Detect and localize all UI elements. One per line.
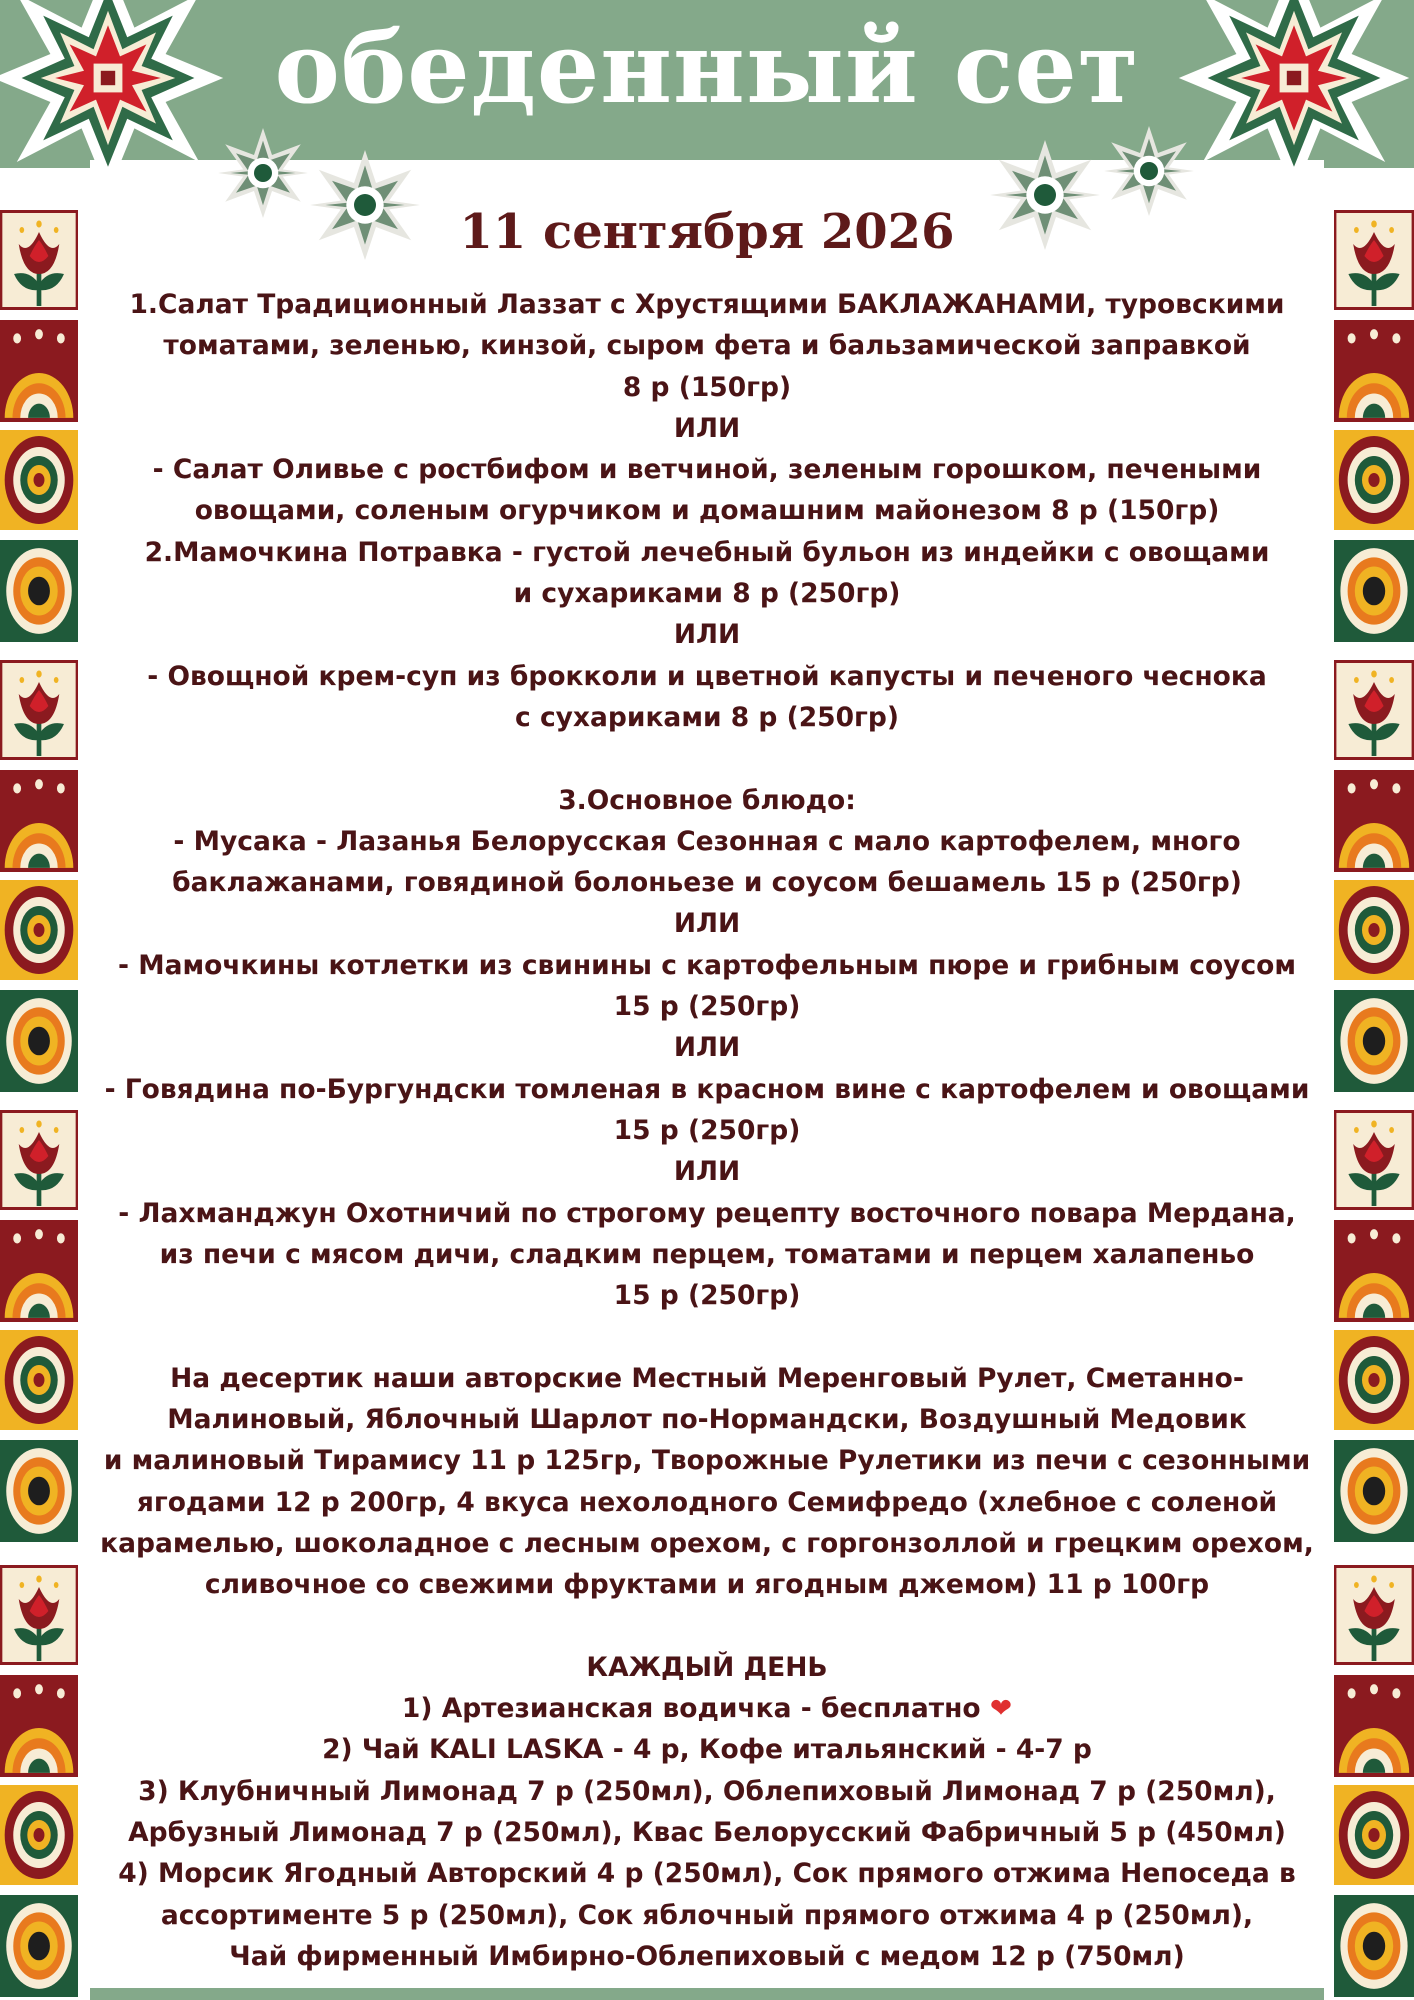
small-star-icon — [218, 128, 308, 218]
course3-option4-price: 15 р (250гр) — [613, 1280, 801, 1312]
eye-tile-icon — [1334, 990, 1414, 1092]
course3-option1-line: баклажанами, говядиной болоньезе и соусом бешамель 15 р (250гр) — [172, 867, 1242, 899]
eye-tile-icon — [0, 1440, 78, 1542]
dessert-line: Малиновый, Яблочный Шарлот по-Нормандски, Воздушный Медовик — [167, 1404, 1247, 1436]
rainbow-tile-icon — [0, 320, 78, 422]
heart-icon: ❤ — [989, 1693, 1013, 1725]
flower-tile-icon — [0, 660, 78, 760]
course2-option2-line: с сухариками 8 р (250гр) — [515, 701, 899, 733]
target-tile-icon — [0, 1785, 78, 1885]
dessert-line: сливочное со свежими фруктами и ягодным джемом) 11 р 100гр — [204, 1569, 1210, 1601]
dessert-line: карамелью, шоколадное с лесным орехом, с горгонзоллой и грецким орехом, — [100, 1527, 1314, 1559]
course1-option1-line: 1.Салат Традиционный Лаззат с Хрустящими БАКЛАЖАНАМИ, туровскими — [129, 289, 1285, 320]
target-tile-icon — [1334, 880, 1414, 980]
daily-line: ассортименте 5 р (250мл), Сок яблочный прямого отжима 4 р (250мл), — [160, 1899, 1254, 1931]
daily-line: Арбузный Лимонад 7 р (250мл), Квас Белорусский Фабричный 5 р (450мл) — [128, 1816, 1286, 1848]
menu-body — [95, 284, 1319, 1977]
course3-option4-line: - Лахманджун Охотничий по строгому рецепту восточного повара Мердана, — [118, 1197, 1296, 1229]
daily-line: 3) Клубничный Лимонад 7 р (250мл), Облепиховый Лимонад 7 р (250мл), — [138, 1775, 1276, 1807]
paper-bottom-strip — [90, 1988, 1324, 2000]
course3-option3-line: - Говядина по-Бургундски томленая в красном вине с картофелем и овощами — [104, 1073, 1310, 1105]
eye-tile-icon — [0, 990, 78, 1092]
spacer — [95, 1316, 1319, 1357]
course3-heading: 3.Основное блюдо: — [558, 784, 856, 816]
target-tile-icon — [1334, 1330, 1414, 1430]
course3-option2-line: - Мамочкины котлетки из свинины с картофельным пюре и грибным соусом — [117, 949, 1297, 981]
eye-tile-icon — [1334, 1440, 1414, 1542]
eye-tile-icon — [1334, 540, 1414, 642]
course3-option4-line: из печи с мясом дичи, сладким перцем, томатами и перцем халапеньо — [159, 1238, 1255, 1270]
rainbow-tile-icon — [1334, 320, 1414, 422]
course1-option2-line: - Салат Оливье с ростбифом и ветчиной, зеленым горошком, печеными — [152, 454, 1262, 486]
dessert-line: На десертик наши авторские Местный Меренговый Рулет, Сметанно- — [170, 1362, 1244, 1394]
flower-tile-icon — [0, 1110, 78, 1210]
spacer — [95, 1606, 1319, 1647]
course1-option1-line: томатами, зеленью, кинзой, сыром фета и бальзамической заправкой — [163, 330, 1251, 362]
dessert-line: ягодами 12 р 200гр, 4 вкуса нехолодного Семифредо (хлебное с соленой — [136, 1486, 1278, 1518]
course1-option2-line: овощами, соленым огурчиком и домашним майонезом 8 р (150гр) — [194, 495, 1220, 527]
rainbow-tile-icon — [1334, 1675, 1414, 1777]
small-star-icon — [1104, 126, 1194, 216]
eye-tile-icon — [1334, 1895, 1414, 1997]
rainbow-tile-icon — [0, 1675, 78, 1777]
flower-tile-icon — [1334, 660, 1414, 760]
target-tile-icon — [1334, 1785, 1414, 1885]
dessert-line: и малиновый Тирамису 11 р 125гр, Творожные Рулетики из печи с сезонными — [103, 1445, 1311, 1477]
rainbow-tile-icon — [1334, 1220, 1414, 1322]
menu-date: 11 сентября 2026 — [459, 204, 955, 260]
course2-option1-line: и сухариками 8 р (250гр) — [513, 578, 901, 610]
target-tile-icon — [0, 430, 78, 530]
daily-line: 4) Морсик Ягодный Авторский 4 р (250мл), Сок прямого отжима Непоседа в — [118, 1858, 1296, 1890]
eye-tile-icon — [0, 1895, 78, 1997]
rainbow-tile-icon — [0, 1220, 78, 1322]
or-separator: ИЛИ — [673, 1032, 741, 1064]
spacer — [95, 738, 1319, 779]
target-tile-icon — [1334, 430, 1414, 530]
course3-option2-price: 15 р (250гр) — [613, 991, 801, 1023]
rainbow-tile-icon — [0, 770, 78, 872]
course3-option3-price: 15 р (250гр) — [613, 1114, 801, 1146]
course2-option2-line: - Овощной крем-суп из брокколи и цветной капусты и печеного чеснока — [147, 660, 1267, 692]
eye-tile-icon — [0, 540, 78, 642]
target-tile-icon — [0, 1330, 78, 1430]
course1-option1-price: 8 р (150гр) — [622, 371, 792, 403]
page-title: обеденный сет — [274, 11, 1140, 126]
rainbow-tile-icon — [1334, 770, 1414, 872]
daily-line: 2) Чай KALI LASKA - 4 р, Кофе итальянский - 4-7 р — [322, 1734, 1092, 1766]
daily-line: Чай фирменный Имбирно-Облепиховый с медом 12 р (750мл) — [229, 1940, 1185, 1972]
course3-option1-line: - Мусака - Лазанья Белорусская Сезонная с мало картофелем, много — [173, 825, 1241, 857]
flower-tile-icon — [1334, 1110, 1414, 1210]
daily-line-text: 1) Артезианская водичка - бесплатно — [401, 1693, 981, 1725]
or-separator: ИЛИ — [673, 412, 741, 444]
flower-tile-icon — [1334, 1565, 1414, 1665]
daily-heading: КАЖДЫЙ ДЕНЬ — [586, 1651, 828, 1683]
or-separator: ИЛИ — [673, 908, 741, 940]
or-separator: ИЛИ — [673, 1156, 741, 1188]
course2-option1-line: 2.Мамочкина Потравка - густой лечебный бульон из индейки с овощами — [144, 536, 1270, 568]
or-separator: ИЛИ — [673, 619, 741, 651]
flower-tile-icon — [0, 1565, 78, 1665]
target-tile-icon — [0, 880, 78, 980]
daily-line — [95, 1688, 1319, 1729]
